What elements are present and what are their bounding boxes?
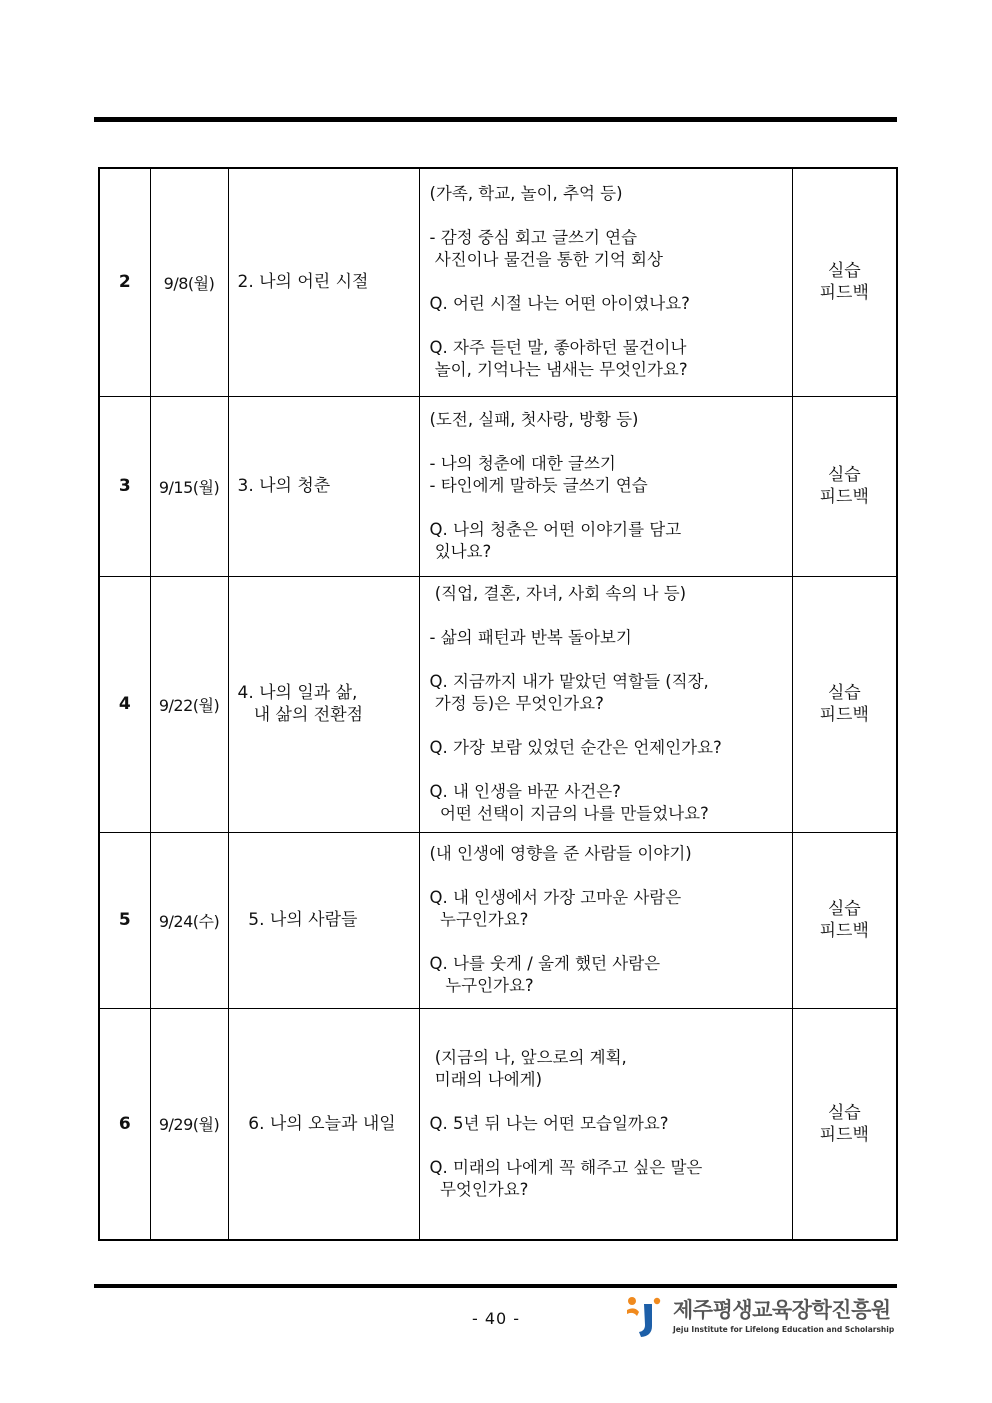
header-rule <box>94 117 897 122</box>
content-line: - 감정 중심 회고 글쓰기 연습 <box>429 228 638 248</box>
content-line: Q. 5년 뒤 나는 어떤 모습일까요? <box>429 1113 669 1133</box>
date-cell: 9/29(월) <box>150 1008 228 1240</box>
content-line: 무엇인가요? <box>429 1179 529 1199</box>
schedule-row <box>99 832 897 1008</box>
content-line <box>430 865 784 887</box>
content-line: 누구인가요? <box>429 910 529 929</box>
method-line: 피드백 <box>819 283 869 304</box>
content-line: Q. 지금까지 내가 맡았던 역할들 (직장, <box>429 672 709 691</box>
content-line: 어떤 선택이 지금의 나를 만들었나요? <box>429 804 709 823</box>
week-number-cell: 5 <box>99 832 150 1008</box>
topic-cell <box>228 832 419 1008</box>
content-line <box>430 431 784 453</box>
content-line <box>430 649 784 671</box>
content-line <box>430 605 784 627</box>
content-line: - 나의 청춘에 대한 글쓰기 <box>429 454 616 473</box>
topic-line: 6. 나의 오늘과 내일 <box>237 1113 396 1134</box>
week-number-cell: 6 <box>99 1008 150 1240</box>
content-line: Q. 자주 듣던 말, 좋아하던 물건이나 <box>429 338 687 358</box>
method-line: 실습 <box>827 465 861 485</box>
date-cell: 9/22(월) <box>150 576 228 832</box>
topic-line: 4. 나의 일과 삶, <box>237 683 358 703</box>
method-line: 실습 <box>827 261 861 282</box>
content-cell <box>419 396 792 576</box>
content-cell <box>419 1008 792 1240</box>
content-line: Q. 내 인생을 바꾼 사건은? <box>429 782 621 801</box>
date-cell: 9/24(수) <box>150 832 228 1008</box>
content-line <box>430 759 784 781</box>
content-line: 사진이나 물건을 통한 기억 회상 <box>429 250 663 270</box>
content-line: Q. 나의 청춘은 어떤 이야기를 담고 <box>429 520 682 539</box>
date-cell: 9/8(월) <box>150 168 228 396</box>
method-line: 피드백 <box>819 921 869 941</box>
topic-cell <box>228 396 419 576</box>
method-line: 피드백 <box>819 1124 869 1145</box>
method-cell <box>792 576 897 832</box>
week-number-cell: 4 <box>99 576 150 832</box>
topic-cell <box>228 168 419 396</box>
content-cell <box>419 832 792 1008</box>
method-line: 실습 <box>827 683 861 703</box>
content-line <box>430 271 784 293</box>
schedule-row <box>99 576 897 832</box>
footer-rule <box>94 1284 897 1288</box>
content-cell <box>419 576 792 832</box>
content-line <box>430 315 784 337</box>
content-line: (가족, 학교, 놀이, 추억 등) <box>429 184 623 204</box>
content-line: 누구인가요? <box>429 976 534 995</box>
method-cell <box>792 396 897 576</box>
content-line: 있나요? <box>429 542 492 561</box>
method-line: 피드백 <box>819 487 869 507</box>
week-number-cell: 3 <box>99 396 150 576</box>
content-line: (지금의 나, 앞으로의 계획, <box>429 1047 627 1067</box>
content-line <box>430 205 784 227</box>
institute-name: 제주평생교육장학진흥원 <box>673 1298 891 1322</box>
page-number: - 40 - <box>471 1309 521 1328</box>
schedule-row <box>99 168 897 396</box>
content-line: (내 인생에 영향을 준 사람들 이야기) <box>429 844 692 863</box>
content-cell <box>419 168 792 396</box>
content-line <box>430 1091 784 1113</box>
week-number-cell: 2 <box>99 168 150 396</box>
topic-cell <box>228 576 419 832</box>
content-line: 가정 등)은 무엇인가요? <box>429 694 604 713</box>
schedule-row <box>99 1008 897 1240</box>
method-cell <box>792 832 897 1008</box>
content-line: Q. 가장 보람 있었던 순간은 언제인가요? <box>429 738 722 757</box>
content-line: (직업, 결혼, 자녀, 사회 속의 나 등) <box>429 584 687 603</box>
topic-line: 5. 나의 사람들 <box>237 910 358 930</box>
topic-line: 2. 나의 어린 시절 <box>237 272 369 293</box>
schedule-table <box>98 167 898 1241</box>
content-line: - 삶의 패턴과 반복 돌아보기 <box>429 628 632 647</box>
topic-line: 3. 나의 청춘 <box>237 476 331 496</box>
institute-logo <box>625 1292 897 1342</box>
institute-subtitle: Jeju Institute for Lifelong Education and Scholarship <box>673 1325 895 1334</box>
content-line: 놀이, 기억나는 냄새는 무엇인가요? <box>429 360 688 380</box>
content-line: Q. 어린 시절 나는 어떤 아이였나요? <box>429 294 690 314</box>
topic-line: 내 삶의 전환점 <box>237 705 364 725</box>
content-line: 미래의 나에게) <box>429 1069 543 1089</box>
date-cell: 9/15(월) <box>150 396 228 576</box>
topic-cell <box>228 1008 419 1240</box>
schedule-row <box>99 396 897 576</box>
content-line <box>430 497 784 519</box>
content-line: Q. 내 인생에서 가장 고마운 사람은 <box>429 888 682 907</box>
content-line: (도전, 실패, 첫사랑, 방황 등) <box>429 410 639 429</box>
content-line: - 타인에게 말하듯 글쓰기 연습 <box>429 476 648 495</box>
content-line <box>430 931 784 953</box>
method-line: 피드백 <box>819 705 869 725</box>
content-line: Q. 미래의 나에게 꼭 해주고 싶은 말은 <box>429 1157 703 1177</box>
method-line: 실습 <box>827 1102 861 1123</box>
content-line <box>430 715 784 737</box>
content-line: Q. 나를 웃게 / 울게 했던 사람은 <box>429 954 661 973</box>
logo-mark-icon <box>625 1292 669 1340</box>
method-cell <box>792 168 897 396</box>
content-line <box>430 1135 784 1157</box>
method-line: 실습 <box>827 899 861 919</box>
method-cell <box>792 1008 897 1240</box>
